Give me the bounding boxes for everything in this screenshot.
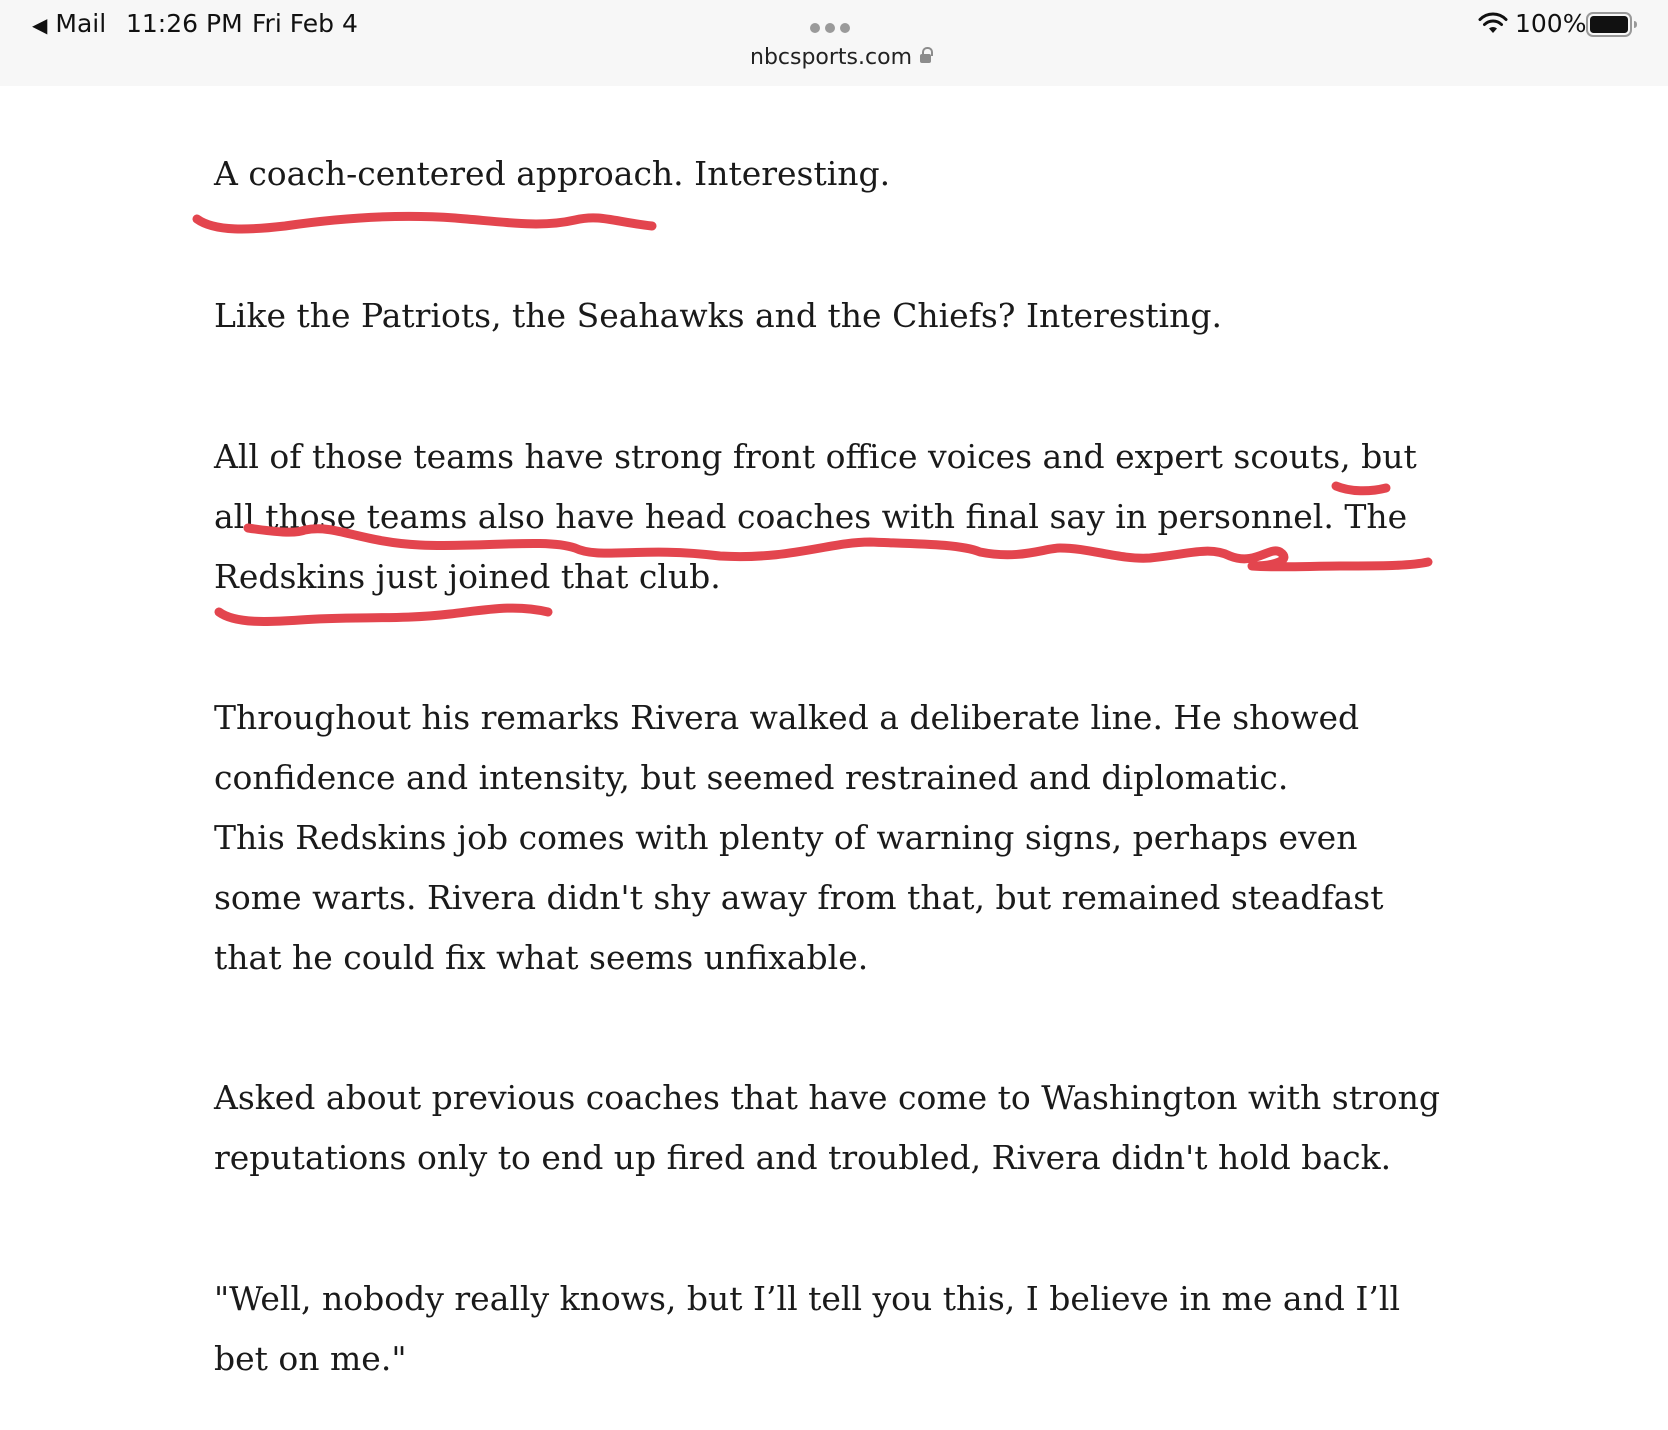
paragraph: Throughout his remarks Rivera walked a deliberate line. He showed confidence and intensity, but seemed restrained and diplomatic. <box>214 698 1360 797</box>
paragraph: A coach-centered approach. Interesting. <box>214 154 891 193</box>
underline-mark <box>197 216 652 229</box>
paragraph: Like the Patriots, the Seahawks and the Chiefs? Interesting. <box>214 296 1222 335</box>
wifi-icon <box>1478 12 1508 36</box>
back-arrow-icon: ◀ <box>32 13 48 37</box>
battery-icon <box>1586 12 1638 38</box>
multitasking-dots-icon[interactable] <box>810 18 855 37</box>
battery-percentage: 100% <box>1515 9 1587 38</box>
clock: 11:26 PM <box>126 9 243 38</box>
paragraph: "Well, nobody really knows, but I’ll tell you this, I believe in me and I’ll bet on me." <box>214 1279 1401 1378</box>
url-text: nbcsports.com <box>750 45 913 70</box>
status-bar <box>0 0 1668 86</box>
paragraph: All of those teams have strong front office voices and expert scouts, but all those teams also have head coaches with final say in personnel. The Redskins just joined that club. <box>214 437 1417 596</box>
lock-icon <box>920 54 931 63</box>
paragraph: Asked about previous coaches that have come to Washington with strong reputations only to end up fired and troubled, Rivera didn't hold back. <box>214 1078 1441 1177</box>
url-bar[interactable] <box>750 42 931 74</box>
back-label: Mail <box>55 9 107 38</box>
date: Fri Feb 4 <box>252 9 358 38</box>
back-to-mail-button[interactable] <box>32 8 106 41</box>
underline-mark <box>219 608 548 621</box>
paragraph: This Redskins job comes with plenty of warning signs, perhaps even some warts. Rivera didn't shy away from that, but remained steadfast that he could fix what seems unfixable. <box>214 818 1384 977</box>
